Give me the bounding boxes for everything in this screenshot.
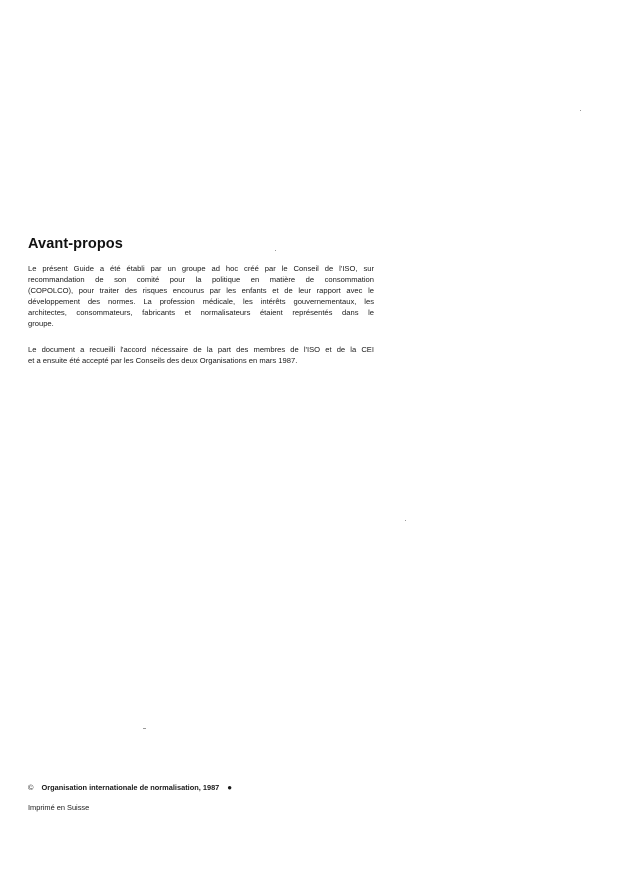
text-line: Le présent Guide a été établi par un groupe ad hoc créé par le Conseil de l'ISO, sur (28, 264, 374, 273)
bullet-icon: ● (227, 783, 233, 792)
text-line: Le document a recueilli l'accord nécessaire de la part des membres de l'ISO et de la CEI (28, 345, 374, 354)
scan-speck (580, 110, 581, 111)
page-title: Avant-propos (28, 236, 123, 252)
copyright-text: Organisation internationale de normalisation, 1987 (41, 783, 220, 792)
text-line: développement des normes. La profession médicale, les intérêts gouvernementaux, les (28, 297, 374, 306)
text-line: recommandation de son comité pour la politique en matière de consommation (28, 275, 374, 284)
scan-speck (275, 250, 276, 251)
printed-in-notice: Imprimé en Suisse (28, 803, 90, 812)
copyright-notice (28, 783, 232, 792)
text-line: groupe. (28, 319, 54, 328)
copyright-icon: © (28, 783, 34, 792)
foreword-paragraph-1 (28, 263, 374, 329)
text-line: architectes, consommateurs, fabricants et normalisateurs étaient représentés dans le (28, 308, 374, 317)
text-line: (COPOLCO), pour traiter des risques encourus par les enfants et de leur rapport avec le (28, 286, 374, 295)
scan-speck (143, 728, 146, 729)
scan-speck (405, 520, 406, 521)
foreword-paragraph-2 (28, 344, 374, 366)
text-line: et a ensuite été accepté par les Conseils des deux Organisations en mars 1987. (28, 356, 298, 365)
